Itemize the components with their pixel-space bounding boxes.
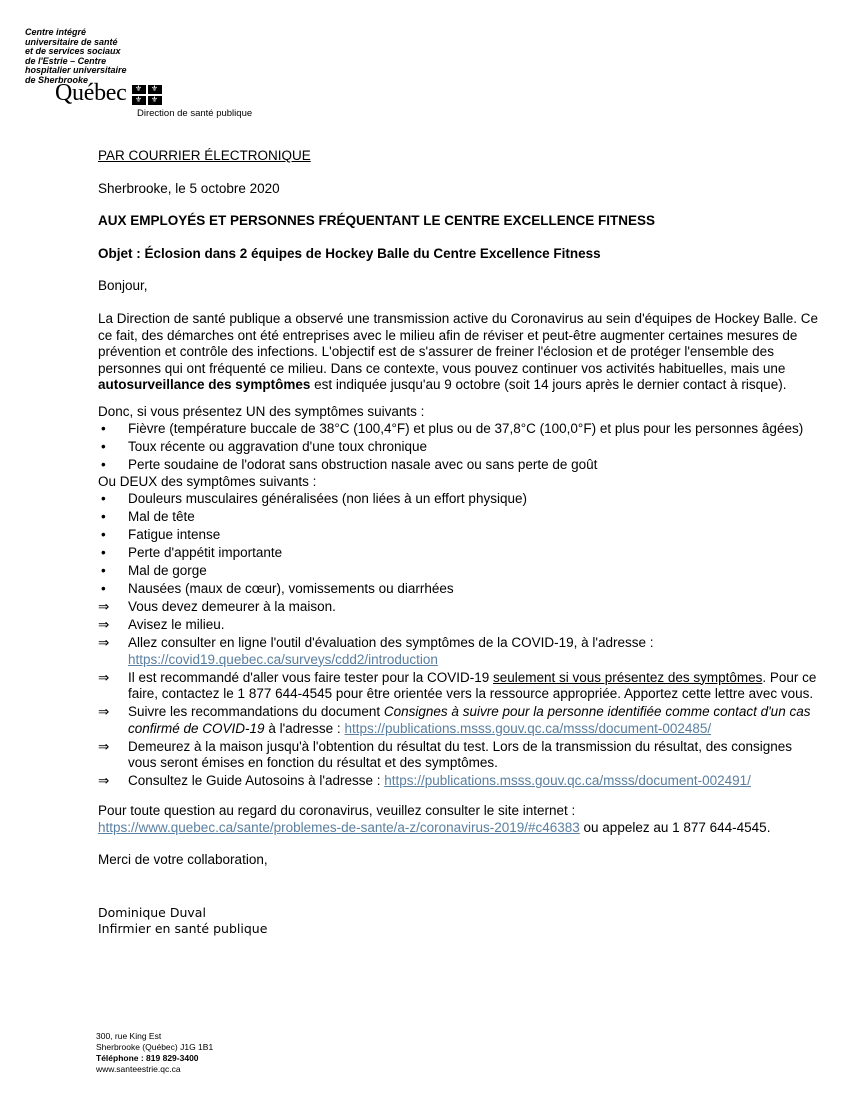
arrow-right-icon: ⇒ bbox=[98, 738, 110, 754]
fleur-de-lis-icon: ⚜ bbox=[132, 85, 146, 94]
list-item bbox=[98, 563, 820, 580]
symptoms-one-intro: Donc, si vous présentez UN des symptômes suivants : bbox=[98, 403, 425, 419]
action-text: Il est recommandé d'aller vous faire tester pour la COVID-19 bbox=[128, 669, 493, 685]
action-text: Allez consulter en ligne l'outil d'évaluation des symptômes de la COVID-19, à l'adresse : bbox=[128, 634, 654, 650]
self-care-guide-link[interactable]: https://publications.msss.gouv.qc.ca/msss/document-002491/ bbox=[384, 773, 751, 789]
symptom-text: Perte d'appétit importante bbox=[128, 545, 283, 561]
org-line: et de services sociaux bbox=[25, 46, 121, 56]
signer-name: Dominique Duval bbox=[98, 905, 206, 921]
list-item bbox=[98, 527, 820, 544]
action-text: Suivre les recommandations du document bbox=[128, 704, 384, 720]
closing-paragraph bbox=[98, 803, 820, 836]
symptom-text: Fatigue intense bbox=[128, 527, 221, 543]
action-item bbox=[98, 670, 820, 703]
signer-title: Infirmier en santé publique bbox=[98, 921, 268, 937]
footer-contact bbox=[96, 1031, 213, 1075]
bullet-icon: • bbox=[101, 491, 106, 507]
bullet-icon: • bbox=[101, 527, 106, 543]
department-name: Direction de santé publique bbox=[137, 108, 253, 119]
symptom-text: Mal de tête bbox=[128, 509, 195, 525]
intro-emphasis: autosurveillance des symptômes bbox=[98, 377, 311, 393]
arrow-right-icon: ⇒ bbox=[98, 773, 110, 789]
action-text: Avisez le milieu. bbox=[128, 616, 225, 632]
footer-city: Sherbrooke (Québec) J1G 1B1 bbox=[96, 1042, 214, 1052]
place-date: Sherbrooke, le 5 octobre 2020 bbox=[98, 180, 280, 196]
organization-name bbox=[25, 28, 155, 85]
subject-line: Objet : Éclosion dans 2 équipes de Hockey Balle du Centre Excellence Fitness bbox=[98, 245, 601, 261]
action-item bbox=[98, 739, 820, 772]
quebec-coronavirus-link[interactable]: https://www.quebec.ca/sante/problemes-de-sante/a-z/coronavirus-2019/#c46383 bbox=[98, 819, 580, 835]
symptom-text: Perte soudaine de l'odorat sans obstruction nasale avec ou sans perte de goût bbox=[128, 456, 598, 472]
symptoms-two-intro: Ou DEUX des symptômes suivants : bbox=[98, 474, 317, 490]
action-item bbox=[98, 704, 820, 737]
org-line: Centre intégré bbox=[25, 27, 87, 37]
intro-paragraph bbox=[98, 311, 820, 394]
intro-text: La Direction de santé publique a observé une transmission active du Coronavirus au sein d'équipes de Hockey Balle. Ce ce fait, des démarches ont été entreprises avec le milieu afin de réviser et peut-être augmenter certaines mesures de prévention et contrôle des infections. L'objectif est de s'assurer de freiner l'éclosion et de protéger l'ensemble des personnes qui ont fréquenté ce milieu. Dans ce contexte, vous pouvez continuer vos activités habituelles, mais une bbox=[98, 310, 818, 376]
arrow-right-icon: ⇒ bbox=[98, 669, 110, 685]
action-item bbox=[98, 617, 820, 634]
list-item bbox=[98, 457, 820, 474]
symptom-text: Fièvre (température buccale de 38°C (100,4°F) et plus ou de 37,8°C (100,0°F) et plus pour les personnes âgées) bbox=[128, 420, 804, 436]
arrow-right-icon: ⇒ bbox=[98, 704, 110, 720]
symptom-text: Douleurs musculaires généralisées (non liées à un effort physique) bbox=[128, 491, 527, 507]
document-title: Consignes à suivre pour la personne identifiée comme contact d'un cas confirmé de COVID-19 bbox=[128, 704, 811, 736]
greeting: Bonjour, bbox=[98, 278, 148, 294]
action-text-mid: à l'adresse : bbox=[264, 720, 345, 736]
arrow-right-icon: ⇒ bbox=[98, 616, 110, 632]
contact-guidelines-link[interactable]: https://publications.msss.gouv.qc.ca/msss/document-002485/ bbox=[344, 720, 712, 736]
symptom-text: Nausées (maux de cœur), vomissements ou diarrhées bbox=[128, 581, 454, 596]
closing-text: Pour toute question au regard du coronavirus, veuillez consulter le site internet : bbox=[98, 803, 576, 819]
bullet-icon: • bbox=[101, 563, 106, 579]
closing-text-end: ou appelez au 1 877 644-4545. bbox=[579, 819, 771, 835]
symptom-text: Toux récente ou aggravation d'une toux chronique bbox=[128, 438, 428, 454]
bullet-icon: • bbox=[101, 545, 106, 561]
org-line: de Sherbrooke bbox=[25, 74, 89, 85]
letter-body bbox=[98, 148, 820, 937]
delivery-method: PAR COURRIER ÉLECTRONIQUE bbox=[98, 148, 311, 163]
symptom-text: Mal de gorge bbox=[128, 563, 207, 579]
org-line: hospitalier universitaire bbox=[25, 65, 127, 75]
org-line: universitaire de santé bbox=[25, 36, 118, 47]
action-item bbox=[98, 599, 820, 616]
logo-text: Québec bbox=[55, 80, 127, 106]
list-item bbox=[98, 421, 820, 438]
fleur-de-lis-icon: ⚜ bbox=[132, 96, 146, 105]
list-item bbox=[98, 581, 820, 598]
fleur-de-lis-icon: ⚜ bbox=[148, 85, 162, 94]
org-line: de l'Estrie – Centre bbox=[25, 55, 107, 66]
list-item bbox=[98, 439, 820, 456]
bullet-icon: • bbox=[101, 456, 106, 472]
thanks: Merci de votre collaboration, bbox=[98, 852, 268, 868]
action-item bbox=[98, 773, 820, 790]
intro-text-end: est indiquée jusqu'au 9 octobre (soit 14 jours après le dernier contact à risque). bbox=[310, 377, 787, 393]
footer-address: 300, rue King Est bbox=[96, 1031, 162, 1041]
action-text: Demeurez à la maison jusqu'à l'obtention du résultat du test. Lors de la transmission du résultat, des consignes vous seront émises en fonction du résultat et des symptômes. bbox=[128, 738, 793, 771]
action-text: Consultez le Guide Autosoins à l'adresse : bbox=[128, 773, 385, 789]
fleur-de-lis-icon: ⚜ bbox=[148, 96, 162, 105]
action-text-end: . Pour ce faire, contactez le 1 877 644-4545 pour être orientée vers la ressource appropriée. Apportez cette lettre avec vous. bbox=[128, 669, 817, 702]
arrow-right-icon: ⇒ bbox=[98, 598, 110, 614]
recipients-heading: AUX EMPLOYÉS ET PERSONNES FRÉQUENTANT LE CENTRE EXCELLENCE FITNESS bbox=[98, 213, 656, 229]
bullet-icon: • bbox=[101, 438, 106, 454]
quebec-logo bbox=[55, 80, 162, 107]
footer-phone: Téléphone : 819 829-3400 bbox=[96, 1053, 199, 1063]
list-item bbox=[98, 509, 820, 526]
action-emphasis: seulement si vous présentez des symptômes bbox=[492, 669, 763, 685]
arrow-right-icon: ⇒ bbox=[98, 634, 110, 650]
symptom-tool-link[interactable]: https://covid19.quebec.ca/surveys/cdd2/introduction bbox=[128, 651, 438, 667]
list-item bbox=[98, 491, 820, 508]
footer-website: www.santeestrie.qc.ca bbox=[96, 1064, 181, 1074]
fleurdelise-flag-icon bbox=[132, 85, 162, 105]
bullet-icon: • bbox=[101, 420, 106, 436]
action-item bbox=[98, 635, 820, 668]
bullet-icon: • bbox=[101, 509, 106, 525]
action-text: Vous devez demeurer à la maison. bbox=[128, 598, 336, 614]
bullet-icon: • bbox=[101, 581, 106, 596]
list-item bbox=[98, 545, 820, 562]
